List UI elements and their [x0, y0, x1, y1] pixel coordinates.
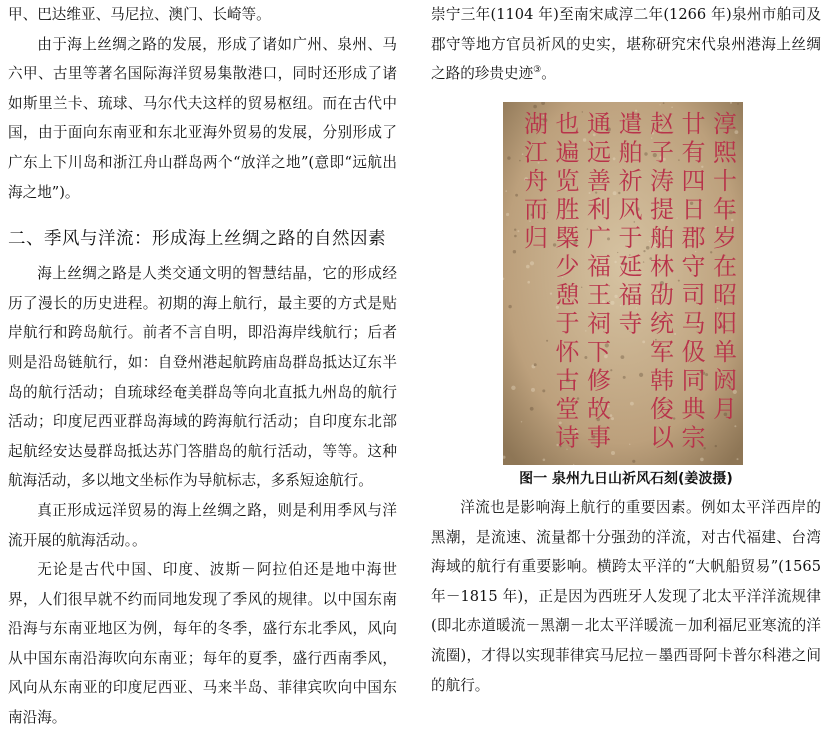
stele-character: 涛 [650, 167, 674, 195]
stele-character: 守 [681, 252, 706, 281]
paragraph-ports: 由于海上丝绸之路的发展，形成了诸如广州、泉州、马六甲、古里等著名国际海洋贸易集散港口，同时还形成了诸如斯里兰卡、琉球、马尔代夫这样的贸易枢纽。而在古代中国，由于面向东南亚和东北亚海外贸易的发展，分别形成了广东上下川岛和浙江舟山群岛两个“放洋之地”(意即“远航出海之地”)。 [8, 35, 397, 201]
stele-character: 延 [618, 252, 643, 281]
stele-character: 伋 [681, 338, 706, 366]
stele-character: 遣 [618, 110, 643, 138]
stele-character: 赵 [650, 110, 674, 138]
stele-character: 通 [587, 110, 611, 138]
stele-character: 修 [587, 366, 611, 395]
stele-character: 堂 [555, 395, 580, 423]
stele-character: 广 [587, 224, 611, 252]
stele-character: 少 [555, 252, 580, 281]
stele-character: 江 [524, 138, 548, 167]
left-column [8, 0, 397, 733]
stele-character: 昭 [713, 281, 737, 309]
stele-character: 军 [650, 338, 674, 366]
section-heading: 二、季风与洋流：形成海上丝绸之路的自然因素 [8, 229, 386, 250]
stele-character: 利 [587, 195, 611, 224]
stele-character: 舶 [618, 138, 643, 167]
footnote-mark: ③ [533, 65, 542, 76]
stele-character: 子 [650, 138, 674, 167]
stele-character: 怀 [555, 338, 580, 366]
stele-character: 胜 [555, 195, 580, 224]
stele-character: 故 [587, 395, 611, 423]
stele-character: 远 [587, 138, 611, 167]
stele-character: 槩 [555, 224, 580, 252]
stele-character: 遍 [555, 138, 580, 167]
paragraph-text: 崇宁三年(1104 年)至南宋咸淳二年(1266 年)泉州市舶司及郡守等地方官员祈风的史实，堪称研究宋代泉州港海上丝绸之路的珍贵史迹 [431, 6, 821, 83]
stele-character: 岁 [713, 224, 737, 252]
stele-character: 廿 [681, 110, 706, 138]
stele-character: 单 [713, 338, 737, 366]
stele-character: 年 [713, 195, 737, 224]
stele-character: 林 [650, 252, 674, 281]
stele-character: 风 [618, 195, 643, 224]
stele-character: 典 [681, 395, 706, 423]
stele-character: 阏 [713, 366, 737, 395]
stele-character: 寺 [618, 309, 643, 338]
stele-character: 憩 [555, 281, 580, 309]
stele-character: 四 [681, 167, 706, 195]
stele-character: 下 [587, 338, 611, 366]
right-column-top [431, 0, 821, 89]
right-column-bottom [431, 493, 821, 700]
stele-character: 日 [681, 195, 706, 224]
stele-character: 于 [618, 224, 643, 252]
paragraph-monsoon: 无论是古代中国、印度、波斯－阿拉伯还是地中海世界，人们很早就不约而同地发现了季风的规律。以中国东南沿海与东南亚地区为例，每年的冬季，盛行东北季风，风向从中国东南沿海吹向东南亚；每年的夏季，盛行西南季风，风向从东南亚的印度尼西亚、马来半岛、菲律宾吹向中国东南沿海。 [8, 561, 397, 727]
stele-character: 马 [681, 309, 706, 338]
paragraph-end: 。 [541, 65, 556, 83]
stele-character: 善 [587, 167, 611, 195]
stele-character: 福 [587, 252, 611, 281]
stele-character: 月 [713, 395, 737, 423]
stele-character: 也 [555, 110, 580, 138]
stele-character: 劭 [650, 281, 674, 309]
stele-character: 而 [524, 195, 548, 224]
figure-caption: 图一 泉州九日山祈风石刻(姜波摄) [519, 471, 733, 487]
stele-character: 览 [555, 167, 580, 195]
stele-character: 统 [650, 309, 674, 338]
stele-character: 熙 [713, 138, 737, 167]
stele-inscription-image [503, 102, 743, 465]
stele-character: 阳 [713, 309, 737, 338]
stele-character: 舶 [650, 224, 674, 252]
stele-character: 有 [681, 138, 706, 167]
stele-character: 祠 [587, 309, 611, 338]
stele-character: 舟 [524, 167, 548, 195]
stele-character: 韩 [650, 366, 674, 395]
stele-character: 俊 [650, 395, 674, 423]
stele-character: 祈 [618, 167, 643, 195]
stele-character: 湖 [524, 110, 548, 138]
paragraph-currents: 洋流也是影响海上航行的重要因素。例如太平洋西岸的黑潮，是流速、流量都十分强劲的洋流，对古代福建、台湾海域的航行有重要影响。横跨太平洋的“大帆船贸易”(1565 年－1815 年)，正是因为西班牙人发现了北太平洋洋流规律(即北赤道暖流－黑潮－北太平洋暖流－加利福尼亚寒流的洋流圈)，才得以实现菲律宾马尼拉－墨西哥阿卡普尔科港之间的航行。 [431, 499, 821, 694]
stele-character: 以 [650, 423, 674, 452]
stele-character: 同 [681, 366, 706, 395]
paragraph-continued: 甲、巴达维亚、马尼拉、澳门、长崎等。 [8, 6, 271, 23]
stele-character: 福 [618, 281, 643, 309]
stele-character: 十 [713, 167, 737, 195]
paragraph-continued-right [431, 0, 821, 89]
stele-character: 于 [555, 309, 580, 338]
paragraph-ocean-trade: 真正形成远洋贸易的海上丝绸之路，则是利用季风与洋流开展的航海活动。。 [8, 501, 397, 549]
stele-character: 诗 [555, 423, 580, 452]
stele-character: 王 [587, 281, 611, 309]
stele-character: 古 [555, 366, 580, 395]
stele-character: 归 [524, 224, 548, 252]
stele-character: 司 [681, 281, 706, 309]
stele-character: 事 [587, 423, 611, 452]
stele-character: 在 [713, 252, 737, 281]
stele-character: 淳 [713, 110, 737, 138]
paragraph-early-navigation: 海上丝绸之路是人类交通文明的智慧结晶，它的形成经历了漫长的历史进程。初期的海上航行，最主要的方式是贴岸航行和跨岛航行。前者不言自明，即沿海岸线航行；后者则是沿岛链航行，如：自登州港起航跨庙岛群岛抵达辽东半岛的航行活动；自琉球经奄美群岛等向北直抵九州岛的航行活动；印度尼西亚群岛海域的跨海航行活动；自印度东北部起航经安达曼群岛抵达苏门答腊岛的航行活动，等等。这种航海活动，多以地文坐标作为导航标志，多系短途航行。 [8, 265, 397, 490]
stele-character: 宗 [681, 423, 706, 452]
stele-character: 提 [650, 195, 674, 224]
stele-photo [503, 102, 743, 465]
stele-character: 郡 [681, 224, 706, 252]
